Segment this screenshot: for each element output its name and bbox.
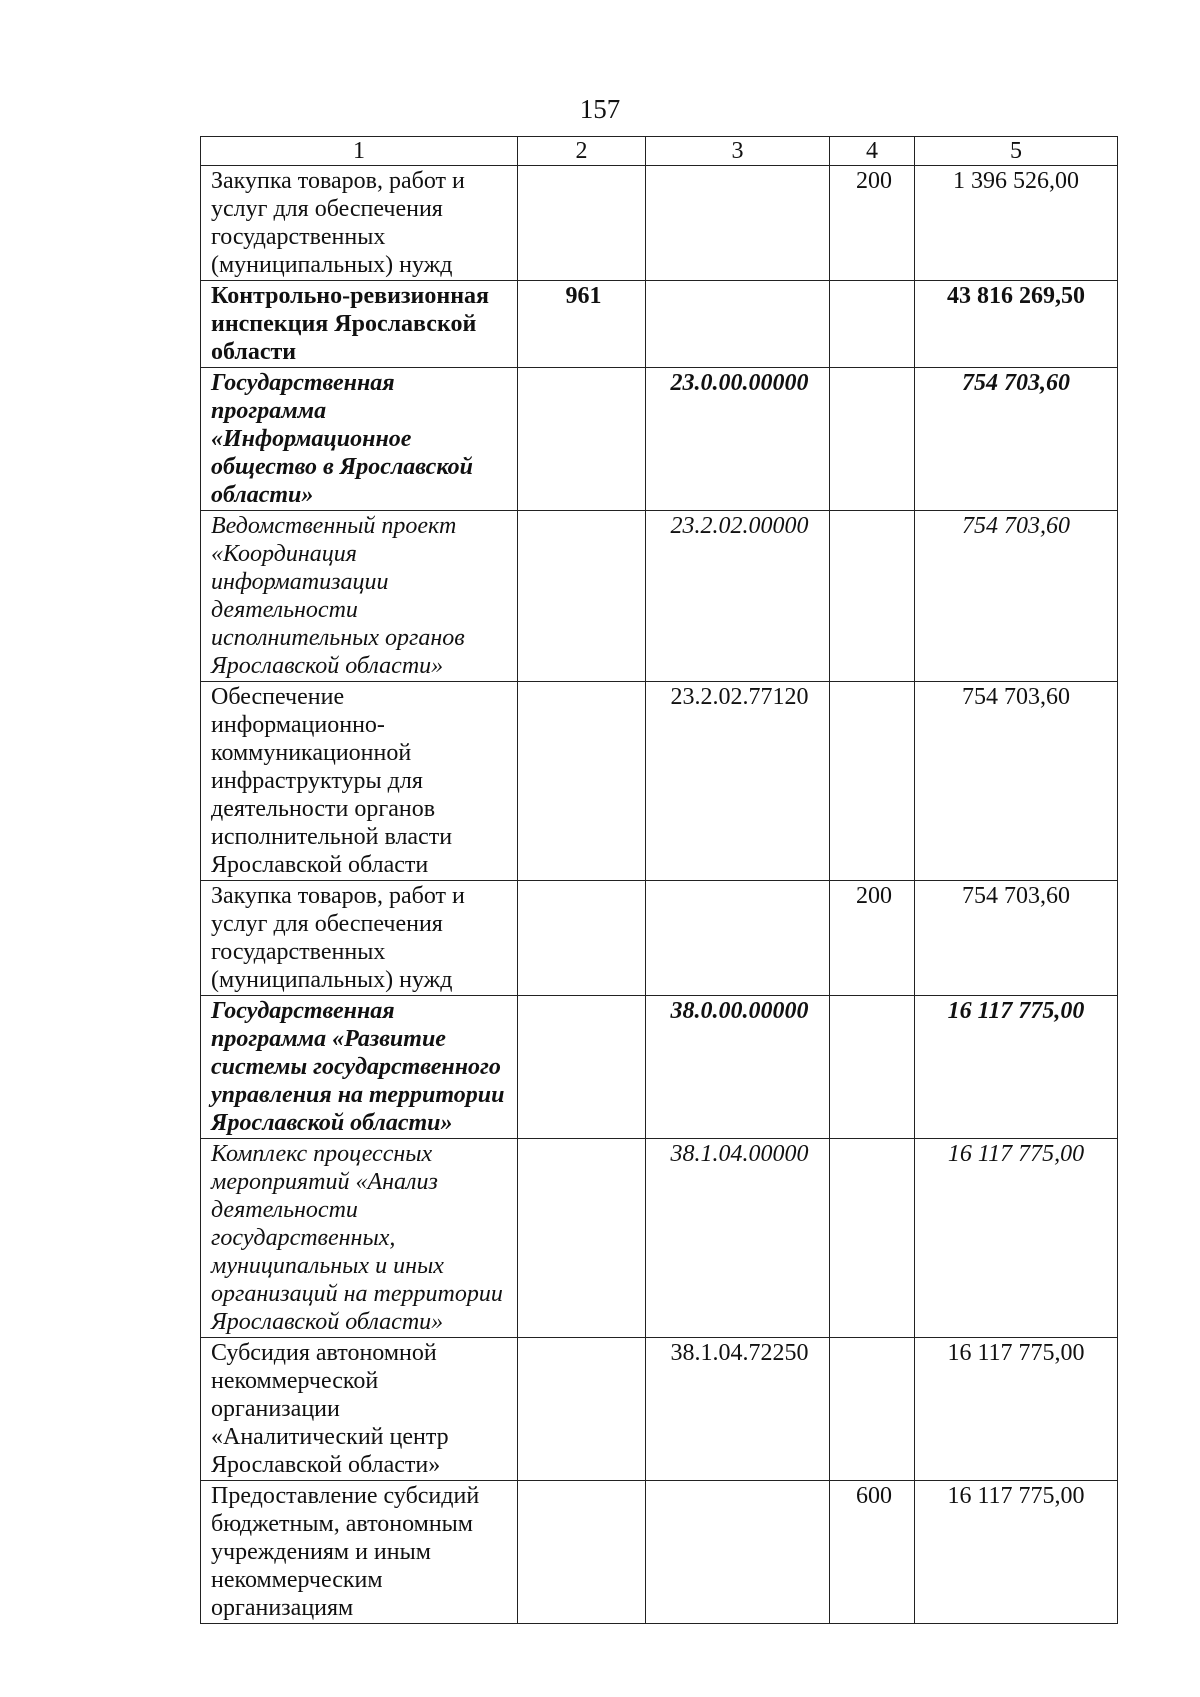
cell-name: Ведомственный проект «Координация информатизации деятельности исполнительных органов Ярославской области» <box>201 511 518 682</box>
table-row <box>201 1338 1118 1481</box>
table-row <box>201 166 1118 281</box>
cell-expense-type-code: 200 <box>830 166 915 281</box>
cell-expense-type-code <box>830 1139 915 1338</box>
cell-target-article-code: 23.2.02.77120 <box>646 682 830 881</box>
cell-target-article-code <box>646 1481 830 1624</box>
cell-department-code <box>518 996 646 1139</box>
cell-expense-type-code <box>830 682 915 881</box>
cell-department-code: 961 <box>518 281 646 368</box>
cell-department-code <box>518 368 646 511</box>
cell-target-article-code: 38.1.04.72250 <box>646 1338 830 1481</box>
cell-department-code <box>518 1338 646 1481</box>
column-header-3: 3 <box>646 137 830 166</box>
page-number: 157 <box>579 94 621 124</box>
cell-target-article-code: 38.1.04.00000 <box>646 1139 830 1338</box>
table-row <box>201 682 1118 881</box>
cell-target-article-code <box>646 281 830 368</box>
header-row <box>201 137 1118 166</box>
cell-name: Обеспечение информационно-коммуникационной инфраструктуры для деятельности органов исполнительной власти Ярославской области <box>201 682 518 881</box>
column-header-5: 5 <box>915 137 1118 166</box>
cell-expense-type-code: 600 <box>830 1481 915 1624</box>
column-header-1: 1 <box>201 137 518 166</box>
cell-department-code <box>518 166 646 281</box>
cell-expense-type-code <box>830 368 915 511</box>
cell-name: Предоставление субсидий бюджетным, автономным учреждениям и иным некоммерческим организациям <box>201 1481 518 1624</box>
cell-amount: 1 396 526,00 <box>915 166 1118 281</box>
cell-amount: 43 816 269,50 <box>915 281 1118 368</box>
cell-target-article-code: 23.2.02.00000 <box>646 511 830 682</box>
table-row <box>201 881 1118 996</box>
table-row <box>201 996 1118 1139</box>
cell-target-article-code <box>646 881 830 996</box>
table-row <box>201 368 1118 511</box>
cell-target-article-code <box>646 166 830 281</box>
cell-name: Субсидия автономной некоммерческой организации «Аналитический центр Ярославской области» <box>201 1338 518 1481</box>
cell-name: Комплекс процессных мероприятий «Анализ деятельности государственных, муниципальных и иных организаций на территории Ярославской области» <box>201 1139 518 1338</box>
cell-name: Закупка товаров, работ и услуг для обеспечения государственных (муниципальных) нужд <box>201 881 518 996</box>
cell-amount: 16 117 775,00 <box>915 1139 1118 1338</box>
cell-expense-type-code: 200 <box>830 881 915 996</box>
cell-expense-type-code <box>830 996 915 1139</box>
cell-name: Государственная программа «Развитие системы государственного управления на территории Ярославской области» <box>201 996 518 1139</box>
cell-department-code <box>518 682 646 881</box>
cell-department-code <box>518 881 646 996</box>
cell-amount: 754 703,60 <box>915 368 1118 511</box>
cell-name: Государственная программа «Информационное общество в Ярославской области» <box>201 368 518 511</box>
table-row <box>201 511 1118 682</box>
cell-expense-type-code <box>830 281 915 368</box>
cell-amount: 754 703,60 <box>915 511 1118 682</box>
cell-department-code <box>518 1481 646 1624</box>
cell-department-code <box>518 511 646 682</box>
cell-amount: 16 117 775,00 <box>915 996 1118 1139</box>
column-header-4: 4 <box>830 137 915 166</box>
cell-amount: 16 117 775,00 <box>915 1338 1118 1481</box>
table-row <box>201 1139 1118 1338</box>
cell-amount: 754 703,60 <box>915 881 1118 996</box>
cell-department-code <box>518 1139 646 1338</box>
cell-target-article-code: 23.0.00.00000 <box>646 368 830 511</box>
cell-amount: 16 117 775,00 <box>915 1481 1118 1624</box>
cell-name: Закупка товаров, работ и услуг для обеспечения государственных (муниципальных) нужд <box>201 166 518 281</box>
column-header-2: 2 <box>518 137 646 166</box>
table-row <box>201 281 1118 368</box>
cell-name: Контрольно-ревизионная инспекция Ярославской области <box>201 281 518 368</box>
budget-table <box>200 136 1118 1624</box>
cell-expense-type-code <box>830 1338 915 1481</box>
cell-target-article-code: 38.0.00.00000 <box>646 996 830 1139</box>
cell-amount: 754 703,60 <box>915 682 1118 881</box>
cell-expense-type-code <box>830 511 915 682</box>
table-row <box>201 1481 1118 1624</box>
